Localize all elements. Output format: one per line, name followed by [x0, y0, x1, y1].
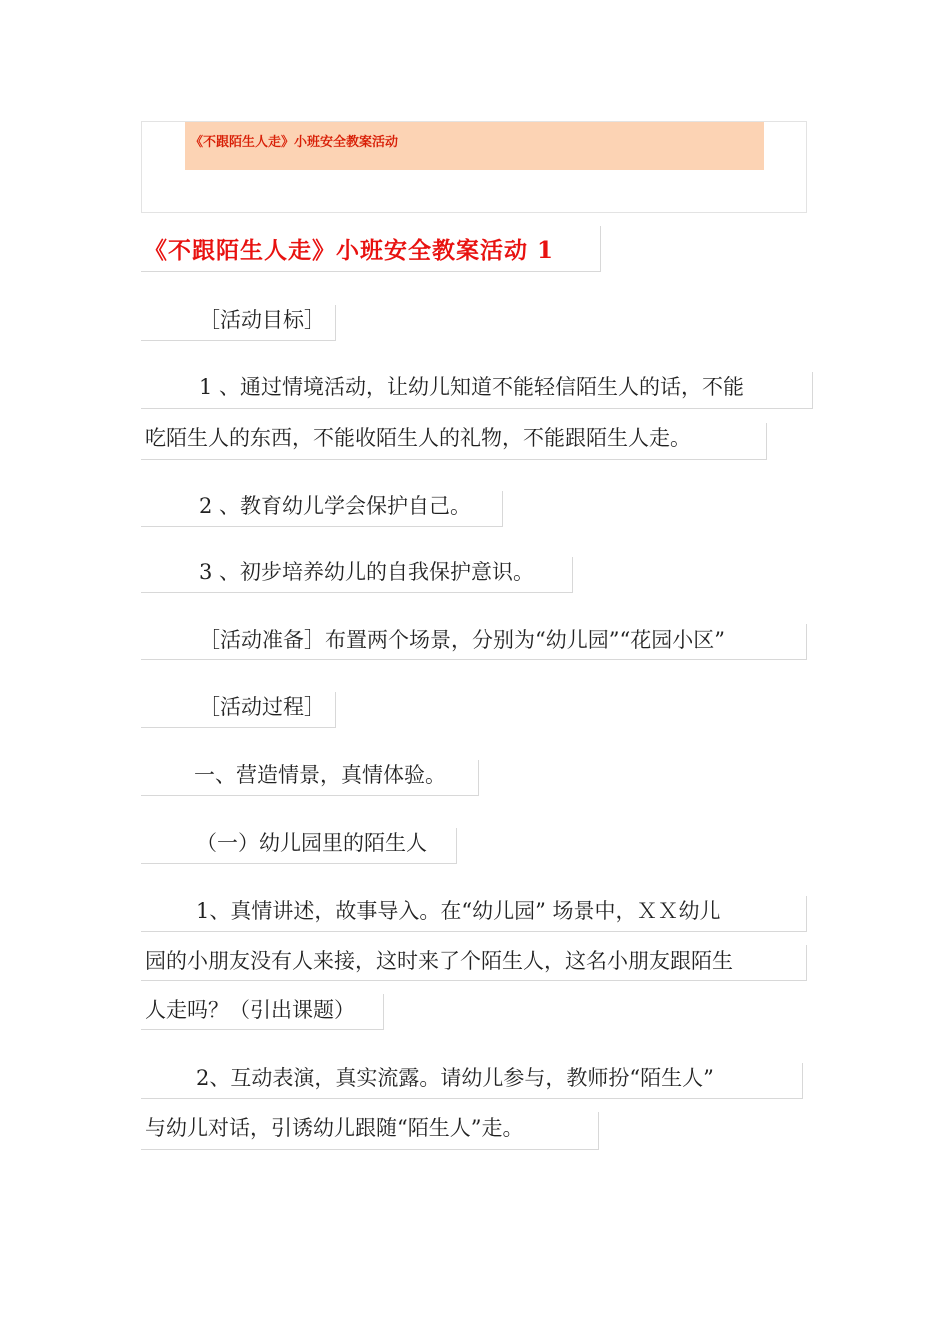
paragraph-line: 2 、教育幼儿学会保护自己。 [199, 494, 472, 518]
paragraph-line: 园的小朋友没有人来接，这时来了个陌生人，这名小朋友跟陌生 [145, 949, 733, 973]
section-heading-process: ［活动过程］ [199, 695, 325, 719]
paragraph-line: 2、互动表演，真实流露。请幼儿参与，教师扮“陌生人” [196, 1066, 714, 1090]
section-heading-preparation: ［活动准备］布置两个场景，分别为“幼儿园”“花园小区” [199, 628, 725, 652]
paragraph-line: （一）幼儿园里的陌生人 [196, 831, 427, 855]
paragraph-line: 吃陌生人的东西，不能收陌生人的礼物，不能跟陌生人走。 [145, 426, 691, 450]
paragraph-line: 人走吗？（引出课题） [145, 998, 355, 1022]
section-heading-goals: ［活动目标］ [199, 308, 325, 332]
paragraph-line: 与幼儿对话，引诱幼儿跟随“陌生人”走。 [145, 1116, 524, 1140]
header-title: 《不跟陌生人走》小班安全教案活动 [190, 135, 399, 150]
paragraph-line: 1 、通过情境活动，让幼儿知道不能轻信陌生人的话，不能 [199, 375, 745, 399]
paragraph-line: 3 、初步培养幼儿的自我保护意识。 [199, 560, 535, 584]
paragraph-line: 1、真情讲述，故事导入。在“幼儿园” 场景中，ＸＸ幼儿 [196, 899, 721, 923]
paragraph-line: 一、营造情景，真情体验。 [194, 763, 446, 787]
document-title: 《不跟陌生人走》小班安全教案活动 1 [144, 237, 555, 264]
